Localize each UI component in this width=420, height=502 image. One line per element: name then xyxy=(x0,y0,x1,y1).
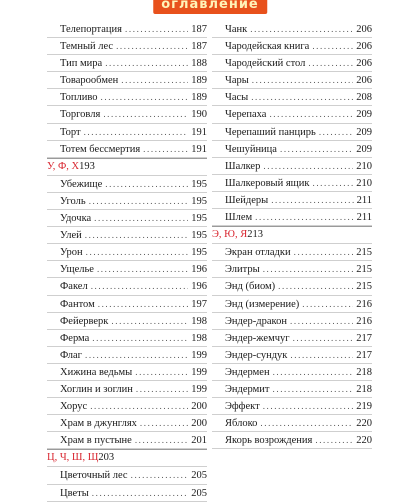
toc-entry[interactable] xyxy=(47,261,207,277)
section-letters: Э, Ю, Я xyxy=(212,229,248,241)
toc-entry[interactable] xyxy=(212,415,372,431)
page-number: 216 xyxy=(356,298,372,310)
toc-entry[interactable] xyxy=(212,296,372,312)
entry-title: Факел xyxy=(60,281,88,293)
entry-title: Шалкер xyxy=(225,160,261,172)
dot-leader xyxy=(308,55,353,71)
page-number: 200 xyxy=(191,401,207,413)
page-number: 203 xyxy=(98,452,115,464)
toc-entry[interactable] xyxy=(212,261,372,277)
entry-title: Фейерверк xyxy=(60,315,109,327)
dot-leader xyxy=(121,72,188,88)
page-number: 208 xyxy=(356,92,372,104)
entry-title: Эндермит xyxy=(225,383,270,395)
dot-leader xyxy=(278,278,353,294)
entry-title: Эндер-дракон xyxy=(225,315,287,327)
dot-leader xyxy=(312,175,353,191)
page-number: 195 xyxy=(191,195,207,207)
page-number: 220 xyxy=(356,418,372,430)
dot-leader xyxy=(116,38,188,54)
dot-leader xyxy=(260,415,353,431)
toc-entry[interactable] xyxy=(47,124,207,140)
toc-entry[interactable] xyxy=(212,330,372,346)
toc-entry[interactable] xyxy=(212,209,372,225)
toc-entry[interactable] xyxy=(47,467,207,483)
toc-entry[interactable] xyxy=(47,193,207,209)
page-number: 209 xyxy=(356,109,372,121)
toc-entry[interactable] xyxy=(47,313,207,329)
entry-title: Шалкеровый ящик xyxy=(225,177,310,189)
dot-leader xyxy=(89,193,189,209)
entry-title: Убежище xyxy=(60,178,103,190)
dot-leader xyxy=(131,467,189,483)
entry-title: Шейдеры xyxy=(225,194,269,206)
entry-title: Хоглин и зоглин xyxy=(60,383,133,395)
entry-title: Энд (измерение) xyxy=(225,298,300,310)
dot-leader xyxy=(105,176,188,192)
entry-title: Цветочный лес xyxy=(60,470,128,482)
dot-leader xyxy=(143,141,188,157)
page-number: 190 xyxy=(191,109,207,121)
toc-entry[interactable] xyxy=(47,278,207,294)
toc-entry[interactable] xyxy=(47,296,207,312)
section-letters: У, Ф, Х xyxy=(47,160,80,172)
page-number: 201 xyxy=(191,435,207,447)
toc-section-heading[interactable] xyxy=(47,450,207,466)
dot-leader xyxy=(92,485,188,501)
toc-column-left xyxy=(47,21,207,502)
toc-entry[interactable] xyxy=(47,244,207,260)
toc-entry[interactable] xyxy=(47,38,207,54)
dot-leader xyxy=(101,89,189,105)
entry-title: Топливо xyxy=(60,92,98,104)
page-number: 195 xyxy=(191,213,207,225)
toc-entry[interactable] xyxy=(47,432,207,448)
entry-title: Удочка xyxy=(60,213,92,225)
page-number: 216 xyxy=(356,315,372,327)
toc-entry[interactable] xyxy=(212,313,372,329)
entry-title: Урон xyxy=(60,247,83,259)
toc-entry[interactable] xyxy=(212,158,372,174)
dot-leader xyxy=(98,296,189,312)
page-number: 191 xyxy=(191,143,207,155)
toc-entry[interactable] xyxy=(47,55,207,71)
page-number: 197 xyxy=(191,298,207,310)
entry-title: Товарообмен xyxy=(60,75,119,87)
entry-title: Чародейский стол xyxy=(225,58,306,70)
entry-title: Черепаха xyxy=(225,109,267,121)
entry-title: Хижина ведьмы xyxy=(60,366,133,378)
dot-leader xyxy=(312,38,353,54)
dot-leader xyxy=(85,227,188,243)
dot-leader xyxy=(251,89,353,105)
toc-entry[interactable] xyxy=(47,89,207,105)
dot-leader xyxy=(280,141,353,157)
page-number: 195 xyxy=(191,178,207,190)
dot-leader xyxy=(90,398,188,414)
entry-title: Флаг xyxy=(60,349,82,361)
dot-leader xyxy=(273,364,354,380)
entry-title: Ферма xyxy=(60,332,90,344)
entry-title: Ущелье xyxy=(60,264,94,276)
dot-leader xyxy=(290,347,353,363)
page-number: 210 xyxy=(356,177,372,189)
dot-leader xyxy=(290,313,353,329)
toc-entry[interactable] xyxy=(47,398,207,414)
dot-leader xyxy=(136,381,188,397)
toc-entry[interactable] xyxy=(212,141,372,157)
page-number: 187 xyxy=(191,41,207,53)
entry-title: Чешуйница xyxy=(225,143,277,155)
toc-entry[interactable] xyxy=(212,175,372,191)
toc-entry[interactable] xyxy=(47,21,207,37)
toc-entry[interactable] xyxy=(47,381,207,397)
toc-entry[interactable] xyxy=(212,244,372,260)
entry-title: Шлем xyxy=(225,212,253,224)
entry-title: Чанк xyxy=(225,24,248,35)
dot-leader xyxy=(140,415,188,431)
toc-entry[interactable] xyxy=(212,72,372,88)
dot-leader xyxy=(255,209,353,225)
toc-entry[interactable] xyxy=(212,398,372,414)
dot-leader xyxy=(263,158,353,174)
entry-title: Эндер-жемчуг xyxy=(225,332,290,344)
page-number: 206 xyxy=(356,24,372,35)
page-number: 218 xyxy=(356,366,372,378)
dot-leader xyxy=(111,313,188,329)
toc-entry[interactable] xyxy=(212,278,372,294)
page-number: 189 xyxy=(191,75,207,87)
dot-leader xyxy=(105,55,188,71)
page-number: 217 xyxy=(356,332,372,344)
entry-title: Тип мира xyxy=(60,58,103,70)
entry-title: Чары xyxy=(225,75,249,87)
toc-entry[interactable] xyxy=(212,38,372,54)
dot-leader xyxy=(94,210,188,226)
page-number: 187 xyxy=(191,24,207,35)
section-letters: Ц, Ч, Ш, Щ xyxy=(47,452,99,464)
dot-leader xyxy=(97,261,188,277)
dot-leader xyxy=(273,381,354,397)
entry-title: Храм в пустыне xyxy=(60,435,132,447)
entry-title: Эндер-сундук xyxy=(225,349,288,361)
page-number: 188 xyxy=(191,58,207,70)
dot-leader xyxy=(263,261,354,277)
toc-entry[interactable] xyxy=(47,415,207,431)
toc-entry[interactable] xyxy=(47,141,207,157)
page-number: 199 xyxy=(191,349,207,361)
page-number: 193 xyxy=(79,160,95,172)
page-number: 191 xyxy=(191,126,207,138)
page-number: 205 xyxy=(191,487,207,499)
toc-entry[interactable] xyxy=(212,381,372,397)
contents-title: оглавление xyxy=(161,0,259,12)
entry-title: Телепортация xyxy=(60,24,123,35)
page-number: 215 xyxy=(356,264,372,276)
page-number: 209 xyxy=(356,126,372,138)
dot-leader xyxy=(135,364,188,380)
entry-title: Эффект xyxy=(225,401,260,413)
dot-leader xyxy=(91,278,189,294)
page-number: 211 xyxy=(356,194,372,206)
toc-section-heading[interactable] xyxy=(47,159,207,175)
dot-leader xyxy=(269,106,353,122)
page-number: 210 xyxy=(356,160,372,172)
page-number: 206 xyxy=(356,58,372,70)
dot-leader xyxy=(92,330,188,346)
toc-entry[interactable] xyxy=(47,485,207,501)
entry-title: Уголь xyxy=(60,195,86,207)
dot-leader xyxy=(319,124,353,140)
page-number: 199 xyxy=(191,383,207,395)
page-number: 196 xyxy=(191,281,207,293)
entry-title: Яблоко xyxy=(225,418,258,430)
toc-column-right xyxy=(212,21,372,449)
dot-leader xyxy=(84,124,189,140)
entry-title: Энд (биом) xyxy=(225,281,276,293)
page-number: 196 xyxy=(191,264,207,276)
entry-title: Тотем бессмертия xyxy=(60,143,141,155)
dot-leader xyxy=(294,244,354,260)
entry-title: Черепаший панцирь xyxy=(225,126,316,138)
toc-entry[interactable] xyxy=(212,89,372,105)
page-number: 213 xyxy=(247,229,263,241)
page-number: 218 xyxy=(356,383,372,395)
page-number: 220 xyxy=(356,435,372,447)
page-number: 206 xyxy=(356,75,372,87)
dot-leader xyxy=(250,21,353,37)
toc-entry[interactable] xyxy=(47,210,207,226)
page-number: 195 xyxy=(191,230,207,242)
entry-title: Якорь возрождения xyxy=(225,435,313,447)
toc-entry[interactable] xyxy=(212,55,372,71)
entry-title: Чародейская книга xyxy=(225,41,310,53)
dot-leader xyxy=(252,72,353,88)
toc-entry[interactable] xyxy=(212,21,372,37)
page-number: 211 xyxy=(356,212,372,224)
toc-entry[interactable] xyxy=(47,364,207,380)
page-number: 195 xyxy=(191,247,207,259)
page-number: 198 xyxy=(191,332,207,344)
entry-title: Эндермен xyxy=(225,366,270,378)
entry-title: Хорус xyxy=(60,401,88,413)
entry-title: Храм в джунглях xyxy=(60,418,137,430)
entry-title: Темный лес xyxy=(60,41,114,53)
page-number: 199 xyxy=(191,366,207,378)
toc-entry[interactable] xyxy=(47,72,207,88)
dot-leader xyxy=(315,432,353,448)
page-number: 206 xyxy=(356,41,372,53)
dot-leader xyxy=(302,296,353,312)
contents-header xyxy=(153,0,267,14)
toc-section-heading[interactable] xyxy=(212,227,372,243)
page-number: 215 xyxy=(356,281,372,293)
entry-title: Экран отладки xyxy=(225,247,291,259)
dot-leader xyxy=(293,330,354,346)
toc-entry[interactable] xyxy=(212,347,372,363)
dot-leader xyxy=(103,106,188,122)
dot-leader xyxy=(135,432,188,448)
toc-entry[interactable] xyxy=(212,124,372,140)
page-number: 205 xyxy=(191,470,207,482)
toc-entry[interactable] xyxy=(212,432,372,448)
toc-entry[interactable] xyxy=(47,106,207,122)
toc-entry[interactable] xyxy=(47,330,207,346)
toc-entry[interactable] xyxy=(47,227,207,243)
page-number: 217 xyxy=(356,349,372,361)
page-number: 189 xyxy=(191,92,207,104)
entry-title: Часы xyxy=(225,92,249,104)
page-number: 198 xyxy=(191,315,207,327)
entry-title: Торговля xyxy=(60,109,101,121)
dot-leader xyxy=(86,244,189,260)
entry-title: Улей xyxy=(60,230,82,242)
page-number: 215 xyxy=(356,247,372,259)
page-number: 219 xyxy=(356,401,372,413)
entry-title: Элитры xyxy=(225,264,260,276)
dot-leader xyxy=(271,192,353,208)
page-number: 200 xyxy=(191,418,207,430)
dot-leader xyxy=(85,347,188,363)
dot-leader xyxy=(125,21,188,37)
toc-entry[interactable] xyxy=(47,347,207,363)
toc-entry[interactable] xyxy=(212,364,372,380)
entry-title: Торт xyxy=(60,126,81,138)
toc-entry[interactable] xyxy=(212,192,372,208)
dot-leader xyxy=(263,398,354,414)
page-number: 209 xyxy=(356,143,372,155)
toc-entry[interactable] xyxy=(47,176,207,192)
entry-title: Цветы xyxy=(60,487,89,499)
toc-entry[interactable] xyxy=(212,106,372,122)
entry-title: Фантом xyxy=(60,298,95,310)
